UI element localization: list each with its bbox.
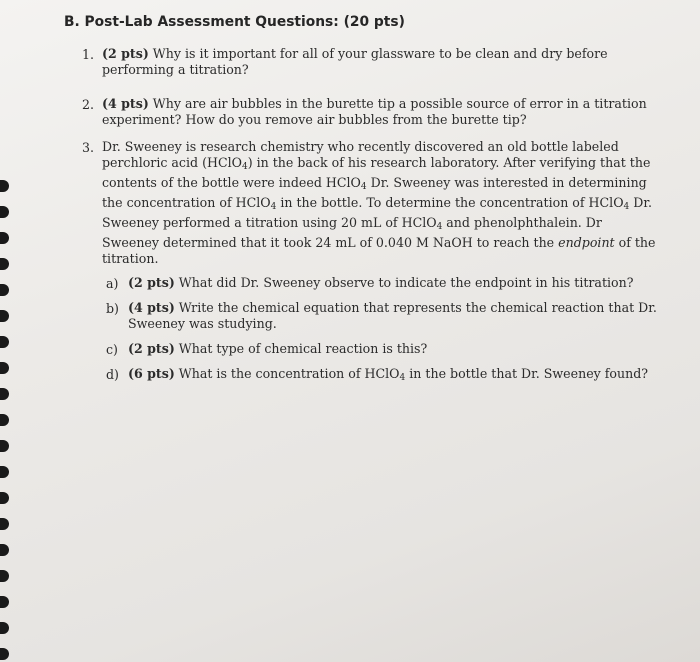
binder-hole	[0, 570, 9, 582]
binder-hole	[0, 232, 9, 244]
endpoint-italic: endpoint	[558, 235, 615, 250]
subquestion-d	[128, 366, 648, 386]
section-title: B. Post-Lab Assessment Questions: (20 pts)	[64, 14, 405, 30]
binder-hole	[0, 206, 9, 218]
question-text-line: performing a titration?	[102, 62, 249, 77]
binder-hole	[0, 336, 9, 348]
question-text-line: titration.	[102, 251, 159, 266]
question-number: 2.	[82, 97, 95, 112]
subscript: 4	[623, 202, 630, 212]
subscript: 4	[360, 182, 367, 192]
subquestion-letter: b)	[106, 301, 119, 316]
question-3	[102, 139, 656, 267]
binder-hole	[0, 284, 9, 296]
subquestion-text-line: What type of chemical reaction is this?	[178, 341, 428, 356]
subquestion-text-line: in the bottle that Dr. Sweeney found?	[409, 366, 649, 381]
binder-hole	[0, 440, 9, 452]
question-number: 1.	[82, 47, 95, 62]
binder-hole	[0, 310, 9, 322]
question-text-line: Dr. Sweeney was interested in determining	[366, 175, 647, 190]
binder-hole	[0, 466, 9, 478]
binder-hole	[0, 596, 9, 608]
binder-hole	[0, 622, 9, 634]
question-text-line: in the bottle. To determine the concentration of HClO	[276, 195, 624, 210]
subquestion-text-line: Write the chemical equation that represents the chemical reaction that Dr.	[178, 300, 657, 315]
binder-hole	[0, 544, 9, 556]
question-text-line: experiment? How do you remove air bubbles from the burette tip?	[102, 112, 527, 127]
question-text-line: Why is it important for all of your glassware to be clean and dry before	[152, 46, 608, 61]
subquestion-points: (2 pts)	[128, 341, 175, 356]
subscript: 4	[436, 222, 443, 232]
question-points: (4 pts)	[102, 96, 149, 111]
question-text-line: perchloric acid (HClO	[102, 155, 242, 170]
question-text-line: the concentration of HClO	[102, 195, 271, 210]
binder-hole	[0, 518, 9, 530]
subquestion-text-line: Sweeney was studying.	[128, 316, 277, 331]
subquestion-c	[128, 341, 427, 357]
subscript: 4	[270, 202, 277, 212]
question-text-line: Sweeney performed a titration using 20 mL of HClO	[102, 215, 437, 230]
question-1	[102, 46, 608, 78]
binder-hole	[0, 414, 9, 426]
subscript: 4	[241, 162, 248, 172]
question-text-line: of the	[614, 235, 656, 250]
question-number: 3.	[82, 140, 95, 155]
subquestion-points: (6 pts)	[128, 366, 175, 381]
question-text-line: and phenolphthalein. Dr	[442, 215, 602, 230]
question-text-line: Dr. Sweeney is research chemistry who recently discovered an old bottle labeled	[102, 139, 619, 154]
subquestion-points: (2 pts)	[128, 275, 175, 290]
question-text-line: Why are air bubbles in the burette tip a possible source of error in a titration	[152, 96, 647, 111]
subscript: 4	[399, 373, 406, 383]
question-text-line: Dr.	[629, 195, 653, 210]
subquestion-text-line: What did Dr. Sweeney observe to indicate the endpoint in his titration?	[178, 275, 634, 290]
binder-hole	[0, 180, 9, 192]
subquestion-letter: d)	[106, 367, 119, 382]
subquestion-a	[128, 275, 633, 291]
subquestion-letter: a)	[106, 276, 119, 291]
subquestion-letter: c)	[106, 342, 118, 357]
subquestion-b	[128, 300, 657, 332]
question-text-line: contents of the bottle were indeed HClO	[102, 175, 361, 190]
subquestion-points: (4 pts)	[128, 300, 175, 315]
subquestion-text-line: What is the concentration of HClO	[178, 366, 400, 381]
question-text-line: ) in the back of his research laboratory. After verifying that the	[247, 155, 651, 170]
binder-hole	[0, 362, 9, 374]
binder-hole	[0, 492, 9, 504]
question-text-line: Sweeney determined that it took 24 mL of 0.040 M NaOH to reach the	[102, 235, 559, 250]
binder-holes	[0, 0, 14, 662]
question-2	[102, 96, 647, 128]
binder-hole	[0, 258, 9, 270]
binder-hole	[0, 388, 9, 400]
binder-hole	[0, 648, 9, 660]
question-points: (2 pts)	[102, 46, 149, 61]
